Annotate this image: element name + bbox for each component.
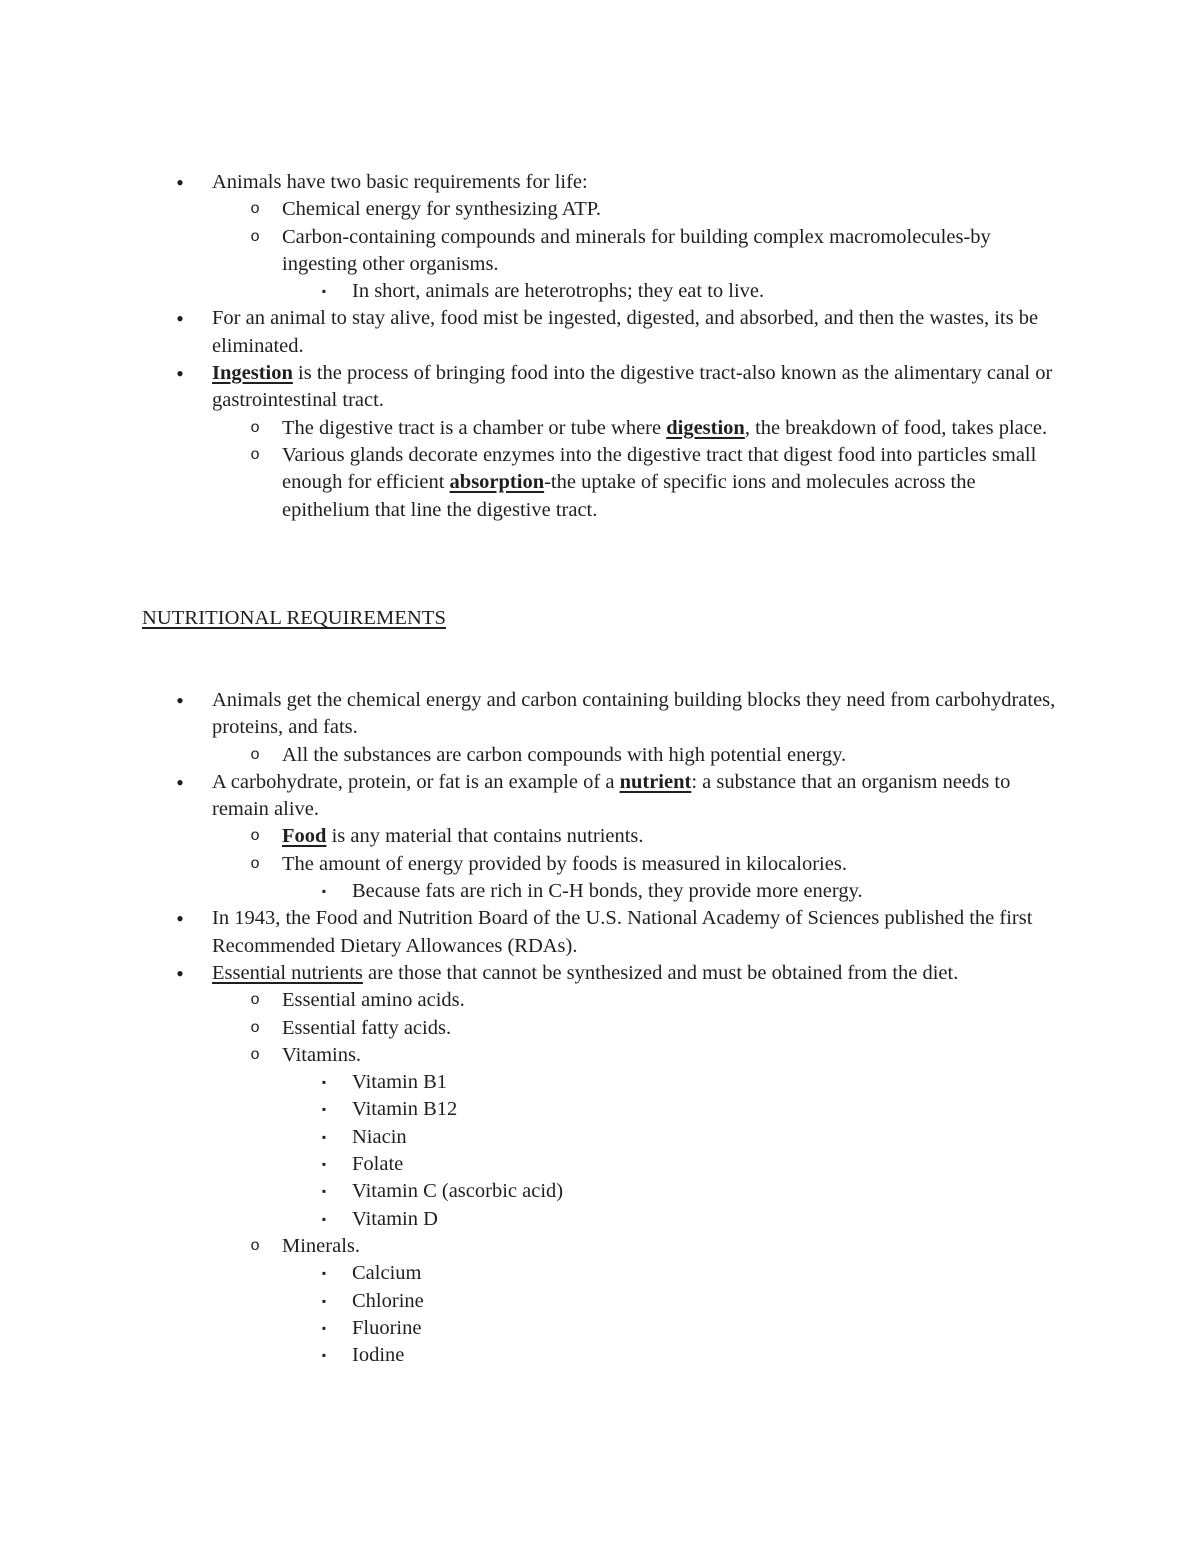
text-segment: Vitamin D <box>352 1207 438 1230</box>
list-item-text <box>352 1153 403 1175</box>
circle-bullet-icon: o <box>250 227 260 246</box>
list-item-text <box>282 1044 361 1066</box>
list-item-text <box>212 907 1032 956</box>
list-item-level-1 <box>176 769 1062 824</box>
list-item-text <box>352 1071 447 1093</box>
list-item-text <box>352 280 764 302</box>
text-segment: The digestive tract is a chamber or tube where <box>282 416 667 439</box>
circle-bullet-icon: o <box>250 445 260 464</box>
list-item-text <box>212 307 1038 356</box>
circle-bullet-icon: o <box>250 991 260 1010</box>
bullet-icon: • <box>176 688 184 713</box>
square-bullet-icon: ▪ <box>321 1129 327 1144</box>
list-item-text <box>282 226 991 275</box>
list-item-text <box>352 1290 424 1312</box>
circle-bullet-icon: o <box>250 200 260 219</box>
square-bullet-icon: ▪ <box>321 1348 327 1363</box>
text-segment: Carbon-containing compounds and minerals for building complex macromolecules-by ingesting other organisms. <box>282 225 991 275</box>
text-segment: In 1943, the Food and Nutrition Board of the U.S. National Academy of Sciences published the first Recommended Dietary Allowances (RDAs). <box>212 907 1033 957</box>
list-item-text <box>212 771 1010 820</box>
list-item-level-2 <box>250 851 1062 878</box>
text-segment: Fluorine <box>352 1316 422 1339</box>
text-segment: For an animal to stay alive, food mist be ingested, digested, and absorbed, and then the wastes, its be eliminated. <box>212 307 1039 357</box>
bullet-icon: • <box>176 769 184 795</box>
list-item-text <box>212 171 588 193</box>
text-segment: Niacin <box>352 1125 407 1148</box>
list-item-text <box>212 362 1052 411</box>
text-segment: Vitamin C (ascorbic acid) <box>352 1180 564 1203</box>
circle-bullet-icon: o <box>250 854 260 873</box>
key-term: absorption <box>449 471 545 494</box>
text-segment: Essential amino acids. <box>282 989 465 1012</box>
list-item-level-3 <box>321 278 1062 305</box>
list-item-text <box>282 1235 360 1257</box>
list-item-level-1 <box>176 169 1062 196</box>
list-item-level-3 <box>321 1178 1062 1205</box>
text-segment: Chemical energy for synthesizing ATP. <box>282 198 602 221</box>
text-segment: Various glands decorate enzymes into the digestive tract that digest food into particles small enough for efficient <box>282 443 1037 494</box>
list-item-text <box>352 1126 407 1148</box>
list-item-level-3 <box>321 1096 1062 1123</box>
list-item-text <box>282 989 465 1011</box>
text-segment: Calcium <box>352 1262 422 1285</box>
list-item-level-2 <box>250 196 1062 223</box>
circle-bullet-icon: o <box>250 827 260 846</box>
text-segment: is any material that contains nutrients. <box>326 825 644 848</box>
list-item-text <box>212 689 1055 738</box>
circle-bullet-icon: o <box>250 418 260 437</box>
bullet-icon: • <box>176 361 184 387</box>
text-segment: Animals get the chemical energy and carbon containing building blocks they need from carbohydrates, proteins, and fats. <box>212 689 1056 739</box>
square-bullet-icon: ▪ <box>321 1075 327 1090</box>
text-segment: In short, animals are heterotrophs; they eat to live. <box>352 280 765 303</box>
list-item-text <box>352 880 863 902</box>
list-item-text <box>282 744 846 766</box>
list-item-text <box>352 1262 421 1284</box>
list-item-level-2 <box>250 415 1062 442</box>
list-item-level-3 <box>321 1151 1062 1178</box>
list-item-text <box>352 1317 421 1339</box>
square-bullet-icon: ▪ <box>321 1157 327 1172</box>
key-term: Ingestion <box>212 362 293 385</box>
square-bullet-icon: ▪ <box>321 1102 327 1117</box>
underlined-term: Essential nutrients <box>212 961 363 984</box>
intro-bullet-list <box>142 169 1062 524</box>
list-item-level-2 <box>250 823 1062 850</box>
list-item-level-3 <box>321 878 1062 905</box>
text-segment: Because fats are rich in C-H bonds, they provide more energy. <box>352 880 863 903</box>
list-item-level-2 <box>250 1015 1062 1042</box>
list-item-level-1 <box>176 960 1062 987</box>
list-item-level-3 <box>321 1315 1062 1342</box>
list-item-text <box>352 1180 563 1202</box>
list-item-level-3 <box>321 1069 1062 1096</box>
text-segment: All the substances are carbon compounds with high potential energy. <box>282 743 847 766</box>
text-segment: -the uptake of specific ions and molecules across the epithelium that line the digestive tract. <box>282 471 976 521</box>
bullet-icon: • <box>176 960 184 986</box>
text-segment: Vitamin B12 <box>352 1098 458 1121</box>
text-segment: The amount of energy provided by foods is measured in kilocalories. <box>282 852 847 875</box>
text-segment: , the breakdown of food, takes place. <box>744 416 1048 439</box>
list-item-level-2 <box>250 742 1062 769</box>
circle-bullet-icon: o <box>250 1018 260 1037</box>
square-bullet-icon: ▪ <box>321 1184 327 1199</box>
key-term: nutrient <box>619 770 692 793</box>
list-item-text <box>352 1208 438 1230</box>
list-item-text <box>282 1017 451 1039</box>
square-bullet-icon: ▪ <box>321 1293 327 1308</box>
list-item-level-1 <box>176 905 1062 960</box>
list-item-level-2 <box>250 224 1062 279</box>
list-item-text <box>282 853 847 875</box>
list-item-level-2 <box>250 987 1062 1014</box>
list-item-text <box>212 962 958 984</box>
key-term: digestion <box>666 416 745 439</box>
square-bullet-icon: ▪ <box>321 284 327 299</box>
list-item-text <box>282 825 644 847</box>
list-item-text <box>352 1344 404 1366</box>
list-item-text <box>282 417 1047 439</box>
list-item-level-3 <box>321 1288 1062 1315</box>
text-segment: Vitamins. <box>282 1043 362 1066</box>
square-bullet-icon: ▪ <box>321 1211 327 1226</box>
list-item-level-1 <box>176 687 1062 742</box>
list-item-level-3 <box>321 1260 1062 1287</box>
square-bullet-icon: ▪ <box>321 1320 327 1335</box>
text-segment: Chlorine <box>352 1289 424 1312</box>
list-item-level-3 <box>321 1206 1062 1233</box>
nutrition-bullet-list <box>142 687 1062 1369</box>
square-bullet-icon: ▪ <box>321 1266 327 1281</box>
text-segment: Essential fatty acids. <box>282 1016 452 1039</box>
text-segment: Minerals. <box>282 1234 360 1257</box>
text-segment: : a substance that an organism needs to remain alive. <box>212 770 1011 821</box>
text-segment: Animals have two basic requirements for life: <box>212 171 588 193</box>
text-segment: Folate <box>352 1153 404 1176</box>
bullet-icon: • <box>176 170 184 195</box>
section-heading: NUTRITIONAL REQUIREMENTS <box>142 607 446 629</box>
bullet-icon: • <box>176 306 184 332</box>
list-item-level-1 <box>176 360 1062 415</box>
circle-bullet-icon: o <box>250 1236 260 1255</box>
list-item-text <box>282 198 601 220</box>
list-item-level-2 <box>250 442 1062 524</box>
list-item-level-2 <box>250 1233 1062 1260</box>
list-item-text <box>352 1098 457 1120</box>
text-segment: A carbohydrate, protein, or fat is an example of a <box>212 770 620 793</box>
list-item-level-3 <box>321 1342 1062 1369</box>
bullet-icon: • <box>176 906 184 932</box>
key-term: Food <box>282 825 327 848</box>
square-bullet-icon: ▪ <box>321 884 327 899</box>
text-segment: is the process of bringing food into the digestive tract-also known as the alimentary canal or gastrointestinal tract. <box>212 362 1053 412</box>
list-item-level-1 <box>176 305 1062 360</box>
list-item-level-3 <box>321 1124 1062 1151</box>
circle-bullet-icon: o <box>250 745 260 764</box>
text-segment: Iodine <box>352 1344 405 1367</box>
text-segment: Vitamin B1 <box>352 1071 448 1094</box>
text-segment: are those that cannot be synthesized and must be obtained from the diet. <box>362 961 959 984</box>
list-item-level-2 <box>250 1042 1062 1069</box>
circle-bullet-icon: o <box>250 1045 260 1064</box>
list-item-text <box>282 444 1036 521</box>
